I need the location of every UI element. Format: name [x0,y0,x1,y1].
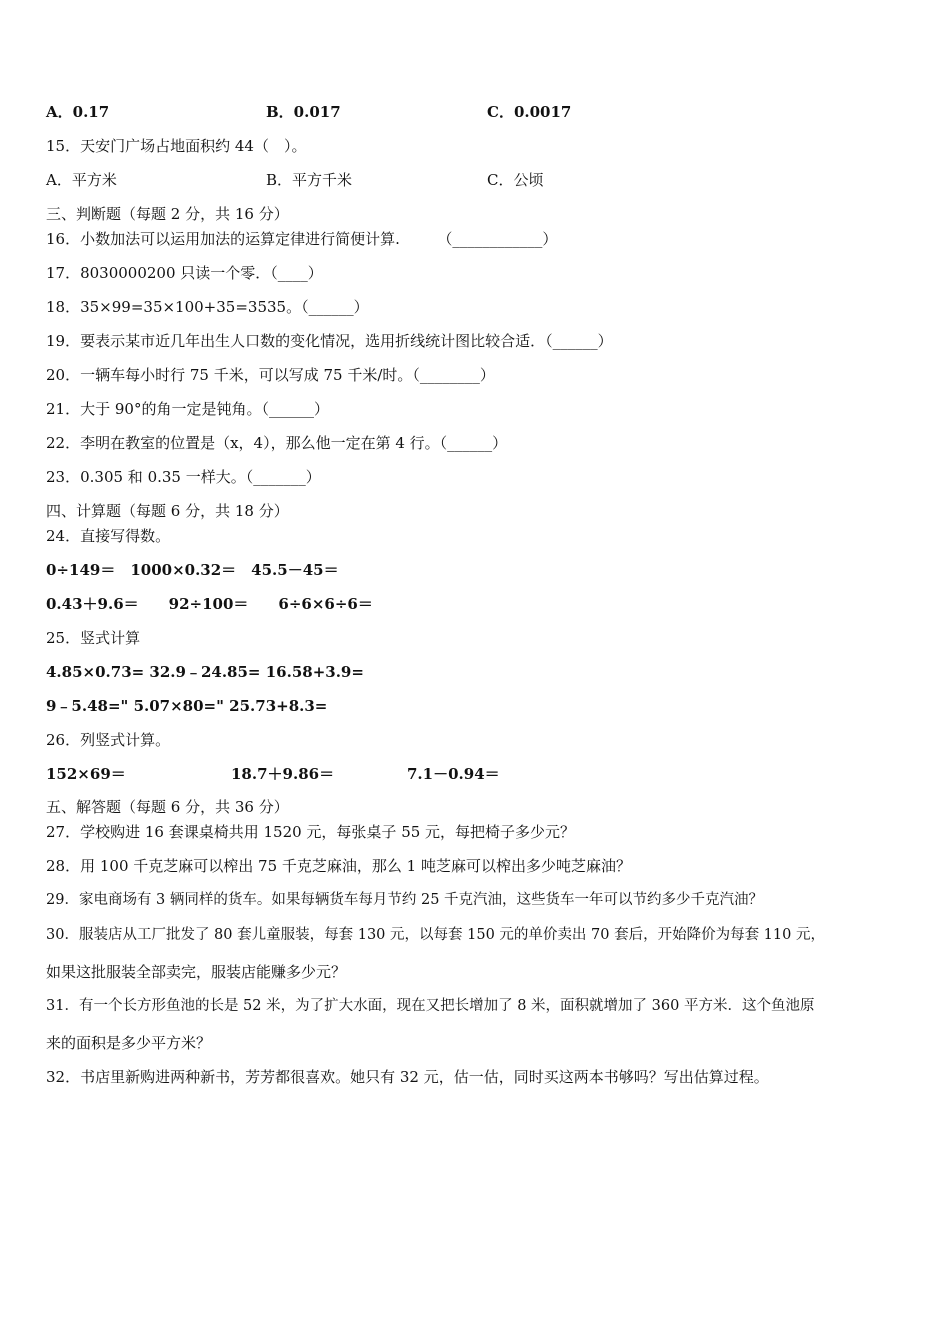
q30-line-1: 30．服装店从工厂批发了 80 套儿童服装，每套 130 元，以每套 150 元的单价卖出 70 套后，开始降价为每套 110 元， [46,927,825,943]
q32: 32．书店里新购进两种新书，芳芳都很喜欢。她只有 32 元，估一估，同时买这两本书够吗？写出估算过程。 [46,1068,769,1086]
q27: 27．学校购进 16 套课桌椅共用 1520 元，每张桌子 55 元，每把椅子多少元？ [46,823,576,841]
q24: 24．直接写得数。 [46,527,171,545]
q15-text: 15．天安门广场占地面积约 44（ ）。 [46,137,307,155]
q15-option-a: A．平方米 [46,171,117,189]
section5-title: 五、解答题（每题 6 分，共 36 分） [46,798,289,816]
q28: 28．用 100 千克芝麻可以榨出 75 千克芝麻油，那么 1 吨芝麻可以榨出多少吨芝麻油？ [46,857,631,875]
q29: 29．家电商场有 3 辆同样的货车。如果每辆货车每月节约 25 千克汽油，这些货车一年可以节约多少千克汽油？ [46,892,764,908]
q26-item-1: 152×69＝ [46,765,126,783]
q31-line-2: 来的面积是多少平方米？ [46,1034,212,1052]
q23: 23．0.305 和 0.35 一样大。（_______） [46,468,321,486]
q25-row-2: 9﹣5.48=" 5.07×80=" 25.73+8.3= [46,697,328,715]
q19: 19．要表示某市近几年出生人口数的变化情况，选用折线统计图比较合适．（______） [46,332,613,350]
q24-row-1: 0÷149＝ 1000×0.32＝ 45.5－45＝ [46,561,339,579]
q26: 26．列竖式计算。 [46,731,171,749]
q30-line-2: 如果这批服装全部卖完，服装店能赚多少元？ [46,963,347,981]
section4-title: 四、计算题（每题 6 分，共 18 分） [46,502,289,520]
q20: 20．一辆车每小时行 75 千米，可以写成 75 千米/时。（________） [46,366,495,384]
q14-option-b: B．0.017 [266,103,341,121]
q25: 25．竖式计算 [46,629,141,647]
q18: 18．35×99=35×100+35=3535。（______） [46,298,369,316]
q26-item-2: 18.7＋9.86＝ [231,765,335,783]
q25-row-1: 4.85×0.73= 32.9﹣24.85= 16.58+3.9= [46,663,364,681]
q31-line-1: 31．有一个长方形鱼池的长是 52 米，为了扩大水面，现在又把长增加了 8 米，面积就增加了 360 平方米．这个鱼池原 [46,998,815,1014]
q24-row-2: 0.43＋9.6＝ 92÷100＝ 6÷6×6÷6＝ [46,595,373,613]
q15-option-c: C．公顷 [487,171,544,189]
q16: 16．小数加法可以运用加法的运算定律进行简便计算. （____________） [46,230,558,248]
q17: 17．8030000200 只读一个零．（____） [46,264,323,282]
q21: 21．大于 90°的角一定是钝角。（______） [46,400,329,418]
q15-option-b: B．平方千米 [266,171,353,189]
q22: 22．李明在教室的位置是（x，4），那么他一定在第 4 行。（______） [46,434,508,452]
section3-title: 三、判断题（每题 2 分，共 16 分） [46,205,289,223]
q26-item-3: 7.1－0.94＝ [407,765,500,783]
q14-option-c: C．0.0017 [487,103,572,121]
q14-option-a: A．0.17 [46,103,110,121]
